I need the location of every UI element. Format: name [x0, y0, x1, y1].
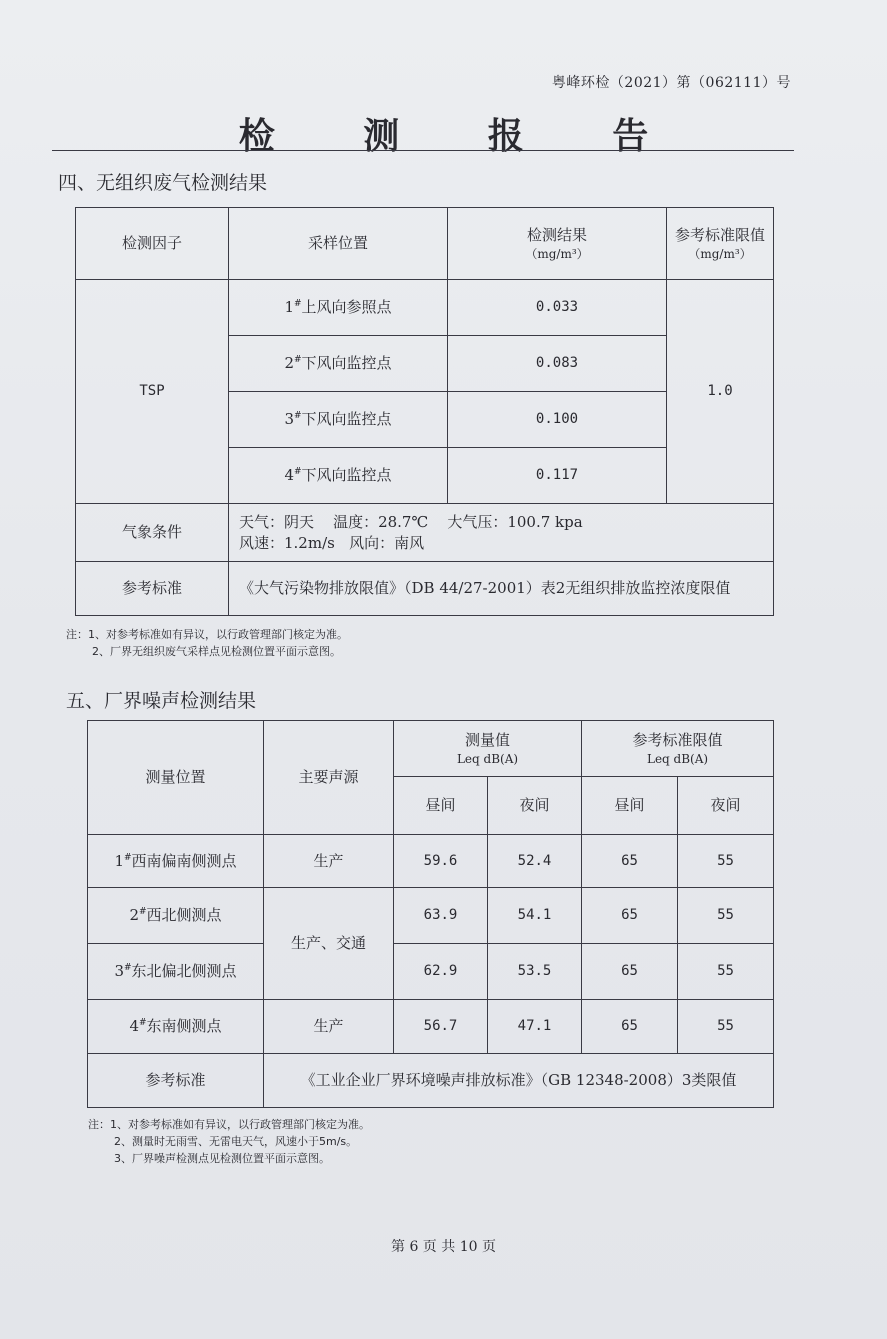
header-standard-limit-label: 参考标准限值 — [632, 731, 723, 750]
location-text: 下风向监控点 — [301, 354, 392, 373]
value-cell: 0.100 — [448, 392, 667, 448]
weather-line-1: 天气：阴天 温度：28.7℃ 大气压：100.7 kpa — [239, 513, 583, 532]
weather-row — [76, 504, 774, 562]
section4-notes — [66, 626, 348, 660]
location-number: 3 — [284, 410, 294, 429]
measure-location-cell: 1#西南偏南侧测点 — [88, 835, 264, 888]
source-cell: 生产 — [264, 835, 394, 888]
location-number: 2 — [284, 354, 294, 373]
location-cell: 4#下风向监控点 — [229, 448, 448, 504]
location-number: 1 — [284, 298, 294, 317]
measure-location-cell: 2#西北侧测点 — [88, 888, 264, 944]
header-result — [448, 208, 667, 280]
location-number: 3 — [114, 962, 124, 981]
header-measure-location: 测量位置 — [88, 721, 264, 835]
noise-table — [87, 720, 774, 1108]
header-standard-limit-unit: Leq dB(A) — [646, 751, 709, 766]
noise-standard-row — [88, 1054, 774, 1108]
location-cell: 3#下风向监控点 — [229, 392, 448, 448]
measure-location-cell: 4#东南侧测点 — [88, 1000, 264, 1054]
day-value: 59.6 — [394, 835, 488, 888]
header-limit — [667, 208, 774, 280]
document-number: 粤峰环检（2021）第（062111）号 — [551, 75, 791, 91]
section4-title: 四、无组织废气检测结果 — [58, 172, 268, 194]
header-main-source: 主要声源 — [264, 721, 394, 835]
location-text: 上风向参照点 — [301, 298, 392, 317]
header-result-label: 检测结果 — [526, 226, 587, 245]
page-footer: 第 6 页 共 10 页 — [391, 1239, 496, 1255]
weather-label: 气象条件 — [76, 504, 229, 562]
note-line: 2、厂界无组织废气采样点见检测位置平面示意图。 — [92, 645, 341, 658]
header-measured-unit: Leq dB(A) — [456, 751, 519, 766]
note-line: 注：1、对参考标准如有异议，以行政管理部门核定为准。 — [66, 628, 348, 641]
title-divider — [52, 150, 794, 151]
header-limit-unit: （mg/m³） — [688, 246, 752, 261]
noise-standard-label: 参考标准 — [88, 1054, 264, 1108]
emission-header-row — [76, 208, 774, 280]
header-limit-night: 夜间 — [678, 777, 774, 835]
limit-night-value: 55 — [678, 835, 774, 888]
day-value: 62.9 — [394, 944, 488, 1000]
source-cell: 生产、交通 — [264, 888, 394, 1000]
weather-line-2: 风速：1.2m/s 风向：南风 — [239, 533, 425, 552]
standard-label: 参考标准 — [76, 562, 229, 616]
header-result-unit: （mg/m³） — [525, 246, 589, 261]
limit-night-value: 55 — [678, 1000, 774, 1054]
report-title: 检 测 报 告 — [238, 115, 687, 157]
header-night: 夜间 — [488, 777, 582, 835]
location-text: 下风向监控点 — [301, 410, 392, 429]
table-row — [76, 280, 774, 336]
section5-notes — [88, 1116, 370, 1167]
note-line: 注：1、对参考标准如有异议，以行政管理部门核定为准。 — [88, 1118, 370, 1131]
standard-row — [76, 562, 774, 616]
day-value: 63.9 — [394, 888, 488, 944]
factor-cell: TSP — [76, 280, 229, 504]
note-line: 2、测量时无雨雪、无雷电天气，风速小于5m/s。 — [114, 1135, 358, 1148]
header-limit-day: 昼间 — [582, 777, 678, 835]
value-cell: 0.117 — [448, 448, 667, 504]
limit-cell: 1.0 — [667, 280, 774, 504]
location-number: 2 — [129, 906, 139, 925]
note-line: 3、厂界噪声检测点见检测位置平面示意图。 — [114, 1152, 330, 1165]
table-row — [88, 888, 774, 944]
location-number: 4 — [129, 1017, 139, 1036]
location-text: 西北侧测点 — [146, 906, 222, 925]
limit-day-value: 65 — [582, 835, 678, 888]
value-cell: 0.083 — [448, 336, 667, 392]
location-text: 东南侧测点 — [146, 1017, 222, 1036]
night-value: 53.5 — [488, 944, 582, 1000]
night-value: 54.1 — [488, 888, 582, 944]
location-text: 西南偏南侧测点 — [131, 851, 237, 870]
section5-title: 五、厂界噪声检测结果 — [66, 690, 257, 712]
day-value: 56.7 — [394, 1000, 488, 1054]
header-measured — [394, 721, 582, 777]
header-factor: 检测因子 — [76, 208, 229, 280]
location-number: 4 — [284, 466, 294, 485]
limit-night-value: 55 — [678, 944, 774, 1000]
location-cell: 1#上风向参照点 — [229, 280, 448, 336]
table-row — [88, 944, 774, 1000]
location-cell: 2#下风向监控点 — [229, 336, 448, 392]
limit-day-value: 65 — [582, 944, 678, 1000]
value-cell: 0.033 — [448, 280, 667, 336]
night-value: 47.1 — [488, 1000, 582, 1054]
source-cell: 生产 — [264, 1000, 394, 1054]
location-text: 下风向监控点 — [301, 466, 392, 485]
header-location: 采样位置 — [229, 208, 448, 280]
header-standard-limit — [582, 721, 774, 777]
emission-table — [75, 207, 774, 616]
header-limit-label: 参考标准限值 — [674, 226, 765, 245]
location-text: 东北偏北侧测点 — [131, 962, 237, 981]
measure-location-cell: 3#东北偏北侧测点 — [88, 944, 264, 1000]
header-measured-label: 测量值 — [465, 731, 511, 750]
table-row — [88, 835, 774, 888]
header-day: 昼间 — [394, 777, 488, 835]
noise-header-row-1 — [88, 721, 774, 777]
table-row — [88, 1000, 774, 1054]
standard-text: 《大气污染物排放限值》（DB 44/27-2001）表2无组织排放监控浓度限值 — [229, 562, 774, 616]
limit-day-value: 65 — [582, 888, 678, 944]
limit-night-value: 55 — [678, 888, 774, 944]
limit-day-value: 65 — [582, 1000, 678, 1054]
location-number: 1 — [114, 851, 124, 870]
weather-details — [229, 504, 774, 562]
noise-standard-text: 《工业企业厂界环境噪声排放标准》（GB 12348-2008）3类限值 — [264, 1054, 774, 1108]
night-value: 52.4 — [488, 835, 582, 888]
